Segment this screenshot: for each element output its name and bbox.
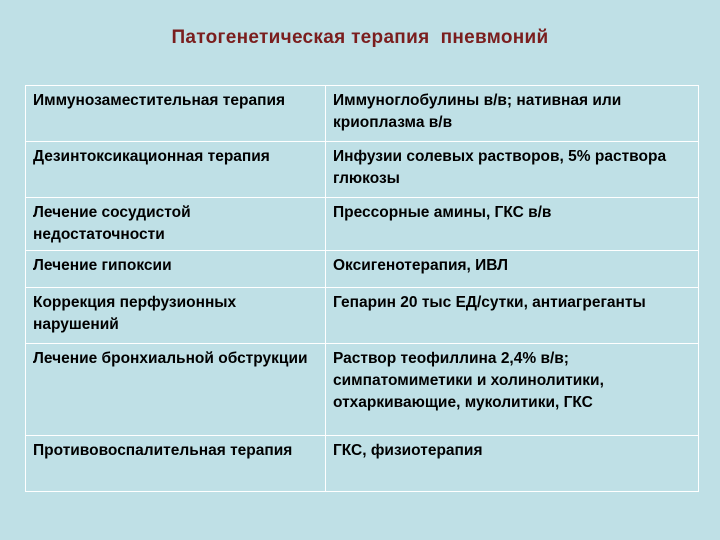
table-row: [26, 251, 699, 288]
table-row: [26, 344, 699, 436]
treatment-cell: ГКС, физиотерапия: [326, 436, 699, 492]
therapy-type-cell: Лечение бронхиальной обструкции: [26, 344, 326, 436]
therapy-type-cell: Дезинтоксикационная терапия: [26, 142, 326, 198]
treatment-cell: Раствор теофиллина 2,4% в/в; симпатомиметики и холинолитики, отхаркивающие, муколитики, ГКС: [326, 344, 699, 436]
treatment-cell: Прессорные амины, ГКС в/в: [326, 198, 699, 251]
table-row: [26, 288, 699, 344]
table-row: [26, 198, 699, 251]
therapy-type-cell: Противовоспалительная терапия: [26, 436, 326, 492]
therapy-type-cell: Иммунозаместительная терапия: [26, 86, 326, 142]
treatment-cell: Иммуноглобулины в/в; нативная или криоплазма в/в: [326, 86, 699, 142]
table-row: [26, 86, 699, 142]
slide-title: Патогенетическая терапия пневмоний: [171, 27, 549, 48]
therapy-type-cell: Лечение гипоксии: [26, 251, 326, 288]
treatment-cell: Оксигенотерапия, ИВЛ: [326, 251, 699, 288]
therapy-table: [25, 85, 699, 492]
treatment-cell: Инфузии солевых растворов, 5% раствора глюкозы: [326, 142, 699, 198]
table-row: [26, 436, 699, 492]
therapy-type-cell: Лечение сосудистой недостаточности: [26, 198, 326, 251]
treatment-cell: Гепарин 20 тыс ЕД/сутки, антиагреганты: [326, 288, 699, 344]
therapy-type-cell: Коррекция перфузионных нарушений: [26, 288, 326, 344]
table-row: [26, 142, 699, 198]
